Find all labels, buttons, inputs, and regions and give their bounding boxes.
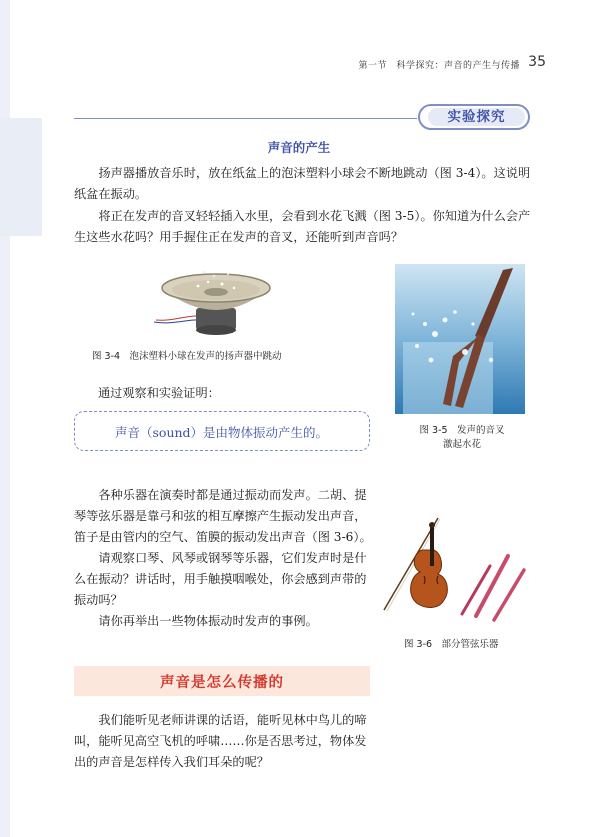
figure-3-6-caption: 图 3-6 部分管弦乐器 (404, 639, 499, 650)
paragraph-observe-instruments: 请观察口琴、风琴或钢琴等乐器，它们发声时是什么在振动？讲话时，用手触摸咽喉处，你会感到声带的振动吗？ (74, 551, 367, 607)
section-heading: 声音的产生 (267, 140, 331, 155)
experiment-badge-label: 实验探究 (428, 108, 525, 126)
definition-text: 声音（sound）是由物体振动产生的。 (115, 425, 329, 440)
section-rule (74, 118, 417, 119)
loudspeaker-figure (148, 262, 278, 340)
paragraph-propagation: 我们能听见老师讲课的话语，能听见林中鸟儿的啼叫，能听见高空飞机的呼啸……你是否思考过，物体发出的声音是怎样传入我们耳朵的呢？ (74, 713, 367, 769)
paragraph-instruments: 各种乐器在演奏时都是通过振动而发声。二胡、提琴等弦乐器是靠弓和弦的相互摩擦产生振动发出声音，笛子是由管内的空气、笛膜的振动发出声音（图 3-6）。 (74, 488, 372, 544)
figure-3-5-caption-line1: 图 3-5 发声的音叉 (419, 425, 505, 436)
instruments-figure (378, 512, 528, 630)
subsection-band (74, 666, 370, 696)
paragraph-examples: 请你再举出一些物体振动时发声的事例。 (98, 614, 318, 628)
observation-intro: 通过观察和实验证明： (98, 386, 220, 400)
subsection-title: 声音是怎么传播的 (160, 675, 284, 691)
figure-3-4-caption: 图 3-4 泡沫塑料小球在发声的扬声器中跳动 (92, 351, 282, 362)
figure-3-5-caption-line2: 激起水花 (442, 439, 481, 450)
figure-3-5-caption (397, 424, 527, 452)
paragraph-tuning-fork: 将正在发声的音叉轻轻插入水里，会看到水花飞溅（图 3-5）。你知道为什么会产生这些水花吗？用手握住正在发声的音叉，还能听到声音吗？ (74, 209, 531, 244)
tuning-fork-water-figure (395, 264, 525, 414)
page-number: 35 (528, 54, 546, 70)
running-head: 第一节 科学探究：声音的产生与传播 (358, 61, 520, 71)
instrument-text-block (74, 485, 374, 632)
page-edge-band (0, 118, 42, 236)
paragraph-speaker: 扬声器播放音乐时，放在纸盆上的泡沫塑料小球会不断地跳动（图 3-4）。这说明纸盆在振动。 (74, 166, 531, 201)
definition-box (74, 411, 370, 451)
experiment-badge (418, 104, 530, 130)
